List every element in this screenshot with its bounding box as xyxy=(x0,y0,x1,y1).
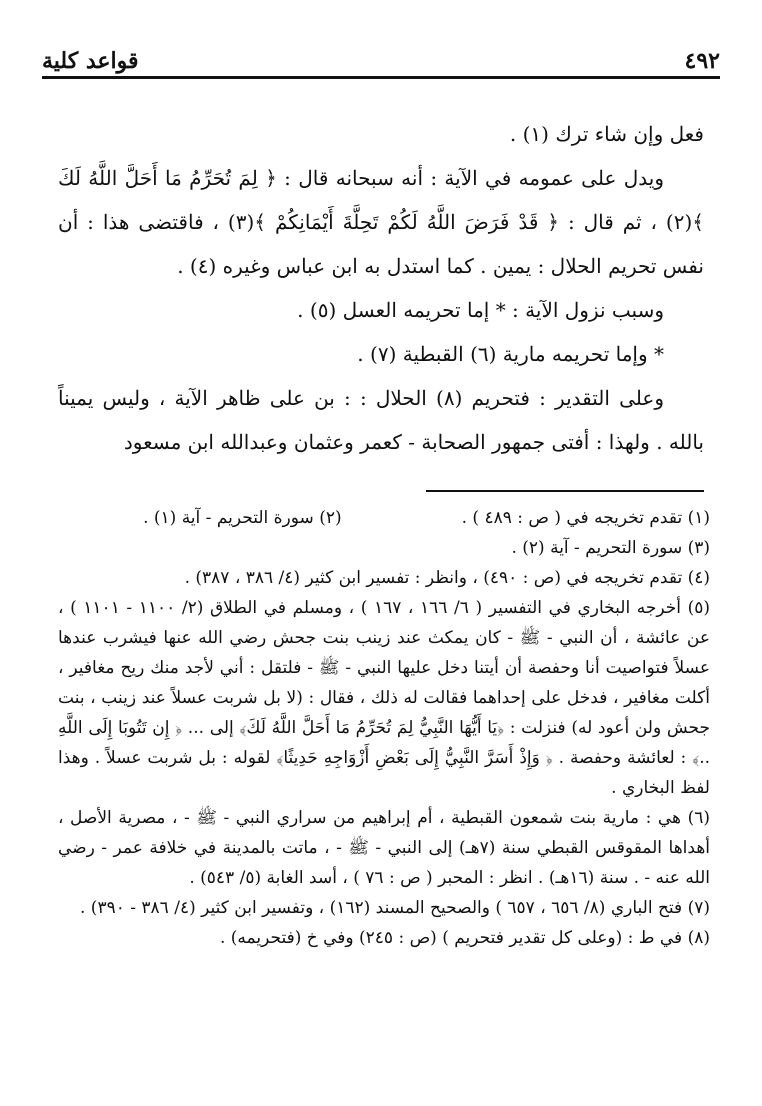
main-text xyxy=(58,112,704,464)
running-title: قواعد كلية xyxy=(42,48,139,74)
paragraph-4: * وإما تحريمه مارية (٦) القبطية (٧) . xyxy=(357,342,664,366)
running-header xyxy=(42,40,720,79)
paragraph-3: وسبب نزول الآية : * إما تحريمه العسل (٥) . xyxy=(297,298,664,322)
footnote-8: (٨) في ط : (وعلى كل تقدير فتحريم ) (ص : ٢٤٥) وفي خ (فتحريمه) . xyxy=(219,928,710,948)
footnote-separator xyxy=(426,490,704,492)
paragraph-1: فعل وإن شاء ترك (١) . xyxy=(509,122,704,146)
paragraph-5: وعلى التقدير : فتحريم (٨) الحلال : : بن على ظاهر الآية ، وليس يميناً بالله . ولهذا : أفتى جمهور الصحابة - كعمر وعثمان وعبدالله ابن مسعود xyxy=(58,386,704,454)
footnote-3: (٣) سورة التحريم - آية (٢) . xyxy=(511,538,710,558)
footnote-row-1-2 xyxy=(58,503,710,533)
footnote-7: (٧) فتح الباري (٨/ ٦٥٦ ، ٦٥٧ ) والصحيح المسند (١٦٢) ، وتفسير ابن كثير (٤/ ٣٨٦ - ٣٩٠) . xyxy=(79,898,710,918)
footnote-1: (١) تقدم تخريجه في ( ص : ٤٨٩ ) . xyxy=(461,508,710,528)
footnote-4: (٤) تقدم تخريجه في (ص : ٤٩٠) ، وانظر : تفسير ابن كثير (٤/ ٣٨٦ ، ٣٨٧) . xyxy=(184,568,710,588)
footnote-5: (٥) أخرجه البخاري في التفسير ( ٦/ ١٦٦ ، ١٦٧ ) ، ومسلم في الطلاق (٢/ ١١٠٠ - ١١٠١ ) ، عن عائشة ، أن النبي - ﷺ - كان يمكث عند زينب بنت جحش رضي الله عنها فيشرب عندها عسلاً فتواصيت أنا وحفصة أن أيتنا دخل عليها النبي - ﷺ - فلتقل : أني لأجد منك ريح مغافير ، أكلت مغافير ، فدخل على إحداهما فقالت له ذلك ، فقال : (لا بل شربت عسلاً عند زينب ، بنت جحش ولن أعود له) فنزلت : ﴿يَا أَيُّهَا النَّبِيُّ لِمَ تُحَرِّمُ مَا أَحَلَّ اللَّهُ لَكَ﴾ إلى ... ﴿ إِن تَتُوبَا إِلَى اللَّهِ ..﴾ : لعائشة وحفصة . ﴿ وَإِذْ أَسَرَّ النَّبِيُّ إِلَى بَعْضِ أَزْوَاجِهِ حَدِيثًا﴾ لقوله : بل شربت عسلاً . وهذا لفظ البخاري . xyxy=(58,598,711,798)
page-number: ٤٩٢ xyxy=(684,48,720,74)
paragraph-2: ويدل على عمومه في الآية : أنه سبحانه قال : ﴿ لِمَ تُحَرِّمُ مَا أَحَلَّ اللَّهُ لَكَ ﴾(٢) ، ثم قال : ﴿ قَدْ فَرَضَ اللَّهُ لَكُمْ تَحِلَّةَ أَيْمَانِكُمْ ﴾(٣) ، فاقتضى هذا : أن نفس تحريم الحلال : يمين . كما استدل به ابن عباس وغيره (٤) . xyxy=(58,166,704,278)
footnote-6: (٦) هي : مارية بنت شمعون القبطية ، أم إبراهيم من سراري النبي - ﷺ - ، مصرية الأصل ، أهداها المقوقس القبطي سنة (٧هـ) إلى النبي - ﷺ - ، ماتت بالمدينة في خلافة عمر - رضي الله عنه - . سنة (١٦هـ) . انظر : المحبر ( ص : ٧٦ ) ، أسد الغابة (٥/ ٥٤٣) . xyxy=(58,808,711,888)
footnotes xyxy=(58,503,710,953)
footnote-2: (٢) سورة التحريم - آية (١) . xyxy=(143,508,342,528)
